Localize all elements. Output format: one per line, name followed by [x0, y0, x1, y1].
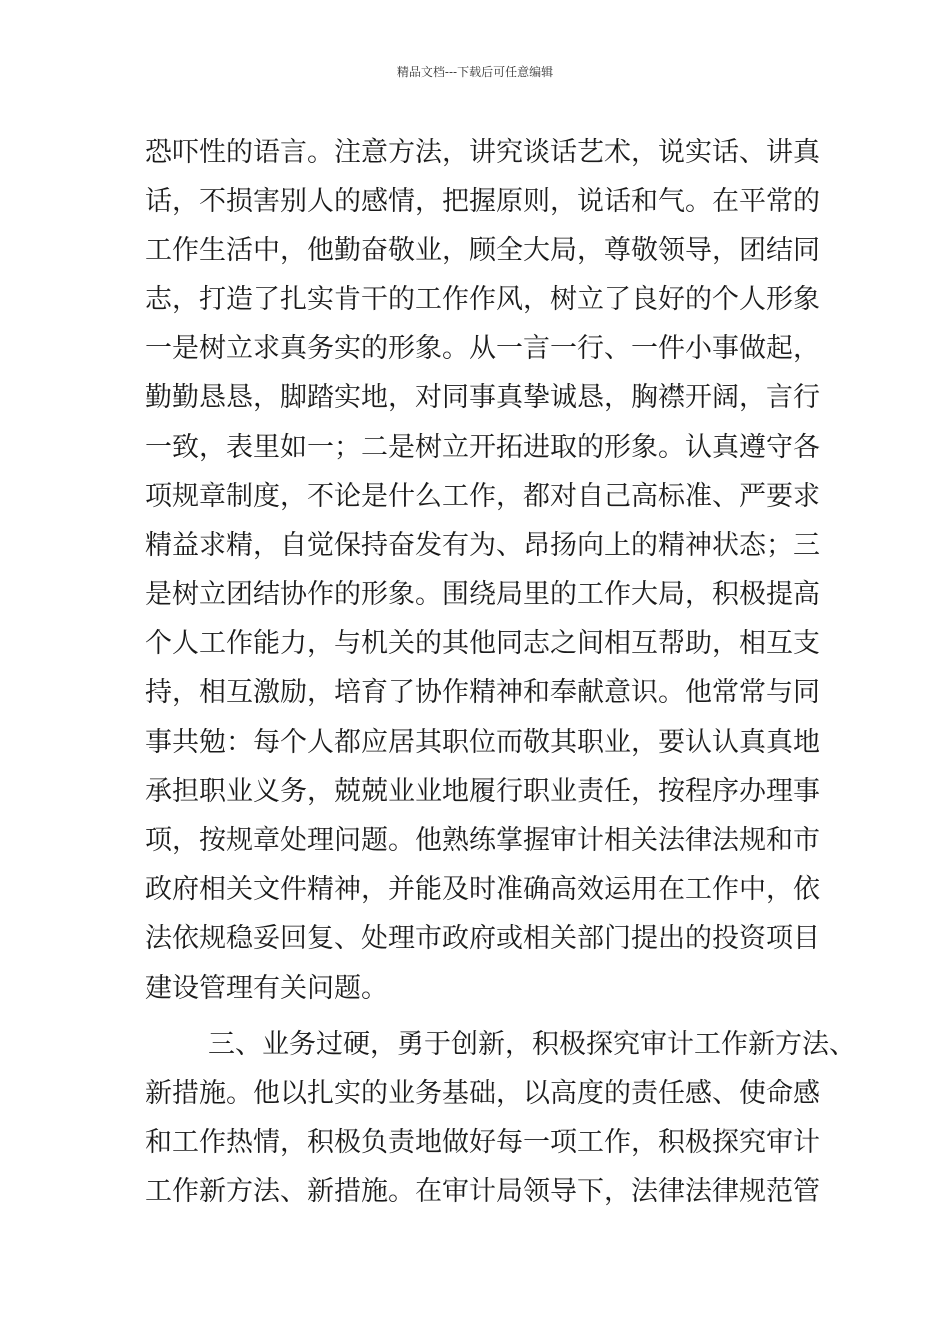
text-line: 一是树立求真务实的形象。从一言一行、一件小事做起， — [145, 333, 820, 364]
text-line: 恐吓性的语言。注意方法，讲究谈话艺术，说实话、讲真 — [145, 137, 820, 168]
text-line: 三、业务过硬，勇于创新，积极探究审计工作新方法、 — [208, 1029, 856, 1060]
text-line: 政府相关文件精神，并能及时准确高效运用在工作中，依 — [145, 874, 820, 905]
text-line: 工作新方法、新措施。在审计局领导下，法律法律规范管 — [145, 1176, 820, 1207]
text-line: 和工作热情，积极负责地做好每一项工作，积极探究审计 — [145, 1127, 820, 1158]
text-line: 话，不损害别人的感情，把握原则，说话和气。在平常的 — [145, 186, 820, 217]
text-line: 法依规稳妥回复、处理市政府或相关部门提出的投资项目 — [145, 923, 820, 954]
text-line: 个人工作能力，与机关的其他同志之间相互帮助，相互支 — [145, 628, 820, 659]
text-line: 是树立团结协作的形象。围绕局里的工作大局，积极提高 — [145, 579, 820, 610]
text-line: 新措施。他以扎实的业务基础，以高度的责任感、使命感 — [145, 1078, 820, 1109]
page-header: 精品文档---下载后可任意编辑 — [396, 65, 554, 79]
text-line: 项，按规章处理问题。他熟练掌握审计相关法律法规和市 — [145, 825, 820, 856]
text-line: 一致，表里如一；二是树立开拓进取的形象。认真遵守各 — [145, 432, 820, 463]
text-line: 承担职业义务，兢兢业业地履行职业责任，按程序办理事 — [145, 776, 820, 807]
text-line: 持，相互激励，培育了协作精神和奉献意识。他常常与同 — [145, 677, 820, 708]
text-line: 志，打造了扎实肯干的工作作风，树立了良好的个人形象 — [145, 284, 820, 315]
text-line: 建设管理有关问题。 — [145, 973, 388, 1004]
text-line: 精益求精，自觉保持奋发有为、昂扬向上的精神状态；三 — [145, 530, 820, 561]
text-line: 勤勤恳恳，脚踏实地，对同事真挚诚恳，胸襟开阔，言行 — [145, 382, 820, 413]
text-line: 事共勉：每个人都应居其职位而敬其职业，要认认真真地 — [145, 727, 820, 758]
text-line: 工作生活中，他勤奋敬业，顾全大局，尊敬领导，团结同 — [145, 235, 820, 266]
text-line: 项规章制度，不论是什么工作，都对自己高标准、严要求 — [145, 481, 820, 512]
